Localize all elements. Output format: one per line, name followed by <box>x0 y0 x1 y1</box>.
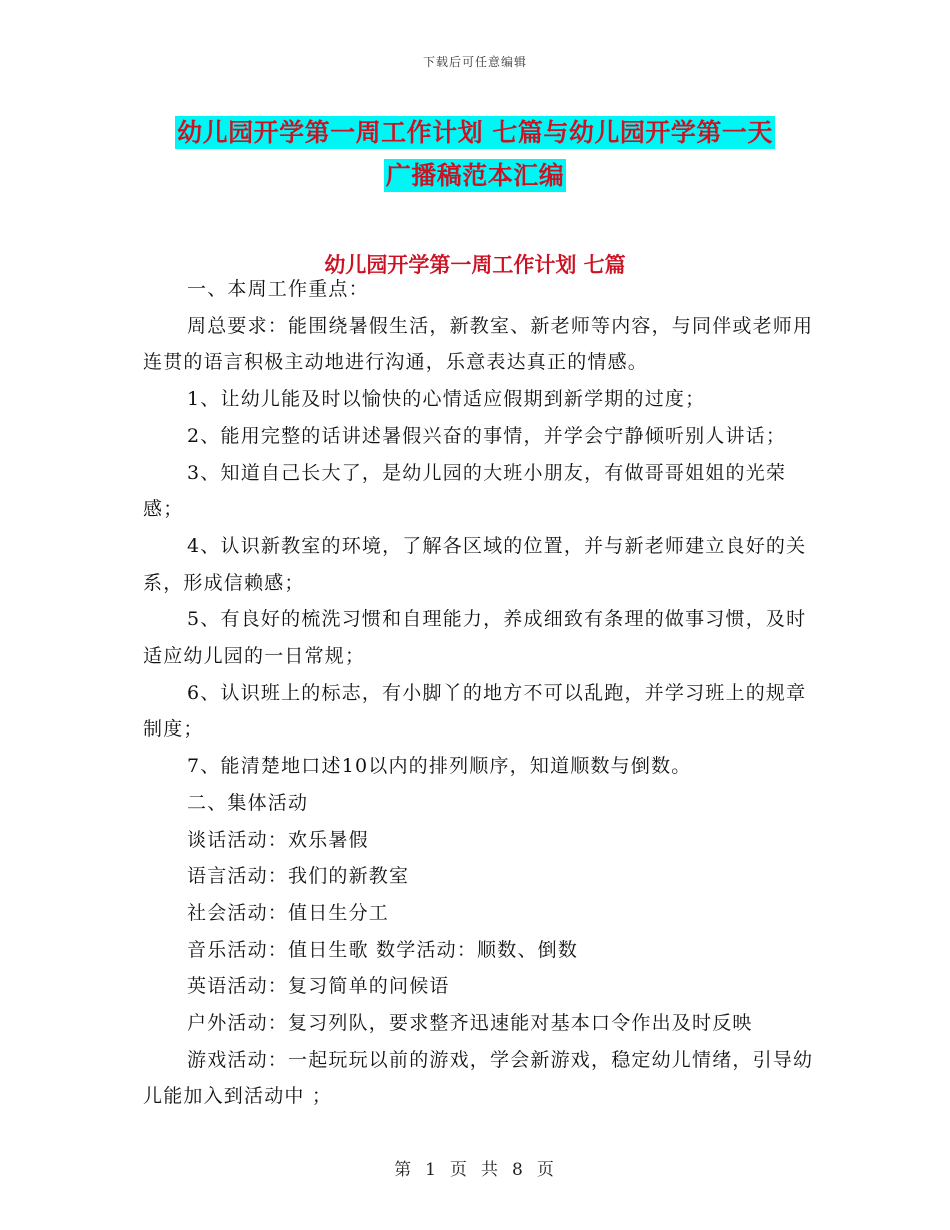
paragraph: 户外活动：复习列队，要求整齐迅速能对基本口令作出及时反映 <box>187 1012 753 1035</box>
paragraph: 1、让幼儿能及时以愉快的心情适应假期到新学期的过度； <box>187 388 706 411</box>
paragraph: 游戏活动：一起玩玩以前的游戏，学会新游戏，稳定幼儿情绪，引导幼儿能加入到活动中 ； <box>143 1048 814 1108</box>
title-text-2: 广播稿范本汇编 <box>385 161 565 190</box>
total-label: 共 <box>481 1160 500 1180</box>
paragraph: 谈话活动：欢乐暑假 <box>187 828 369 851</box>
header-note: 下载后可任意编辑 <box>422 55 527 69</box>
paragraph: 2、能用完整的话讲述暑假兴奋的事情，并学会宁静倾听别人讲话； <box>187 424 787 447</box>
paragraph: 二、集体活动 <box>187 791 309 814</box>
paragraph: 音乐活动：值日生歌 数学活动：顺数、倒数 <box>187 938 579 961</box>
paragraph: 英语活动：复习简单的问候语 <box>187 975 450 998</box>
document-title-line-1 <box>0 113 950 149</box>
page-label: 第 <box>394 1160 414 1180</box>
paragraph: 4、认识新教室的环境，了解各区域的位置，并与新老师建立良好的关系，形成信赖感； <box>143 534 807 594</box>
section-heading: 幼儿园开学第一周工作计划 七篇 <box>324 253 626 277</box>
title-text-1: 幼儿园开学第一周工作计划 七篇与幼儿园开学第一天 <box>177 118 773 147</box>
paragraph: 周总要求：能围绕暑假生活，新教室、新老师等内容，与同伴或老师用连贯的语言积极主动地进行沟通，乐意表达真正的情感。 <box>143 314 814 374</box>
page-total: 8 <box>512 1160 525 1180</box>
paragraph: 社会活动：值日生分工 <box>187 901 390 924</box>
paragraph: 语言活动：我们的新教室 <box>187 865 410 888</box>
page-footer <box>0 1155 950 1180</box>
paragraph: 7、能清楚地口述10以内的排列顺序，知道顺数与倒数。 <box>187 755 692 778</box>
body-text <box>143 271 823 1115</box>
paragraph: 6、认识班上的标志，有小脚丫的地方不可以乱跑，并学习班上的规章制度； <box>143 681 807 741</box>
paragraph: 5、有良好的梳洗习惯和自理能力，养成细致有条理的做事习惯，及时适应幼儿园的一日常规； <box>143 608 807 668</box>
paragraph: 一、本周工作重点： <box>187 278 369 300</box>
total-unit: 页 <box>536 1160 556 1180</box>
document-title-line-2 <box>0 156 950 192</box>
paragraph: 3、知道自己长大了，是幼儿园的大班小朋友，有做哥哥姐姐的光荣感； <box>143 461 787 521</box>
page-unit: 页 <box>450 1160 469 1180</box>
page-current: 1 <box>425 1160 438 1180</box>
